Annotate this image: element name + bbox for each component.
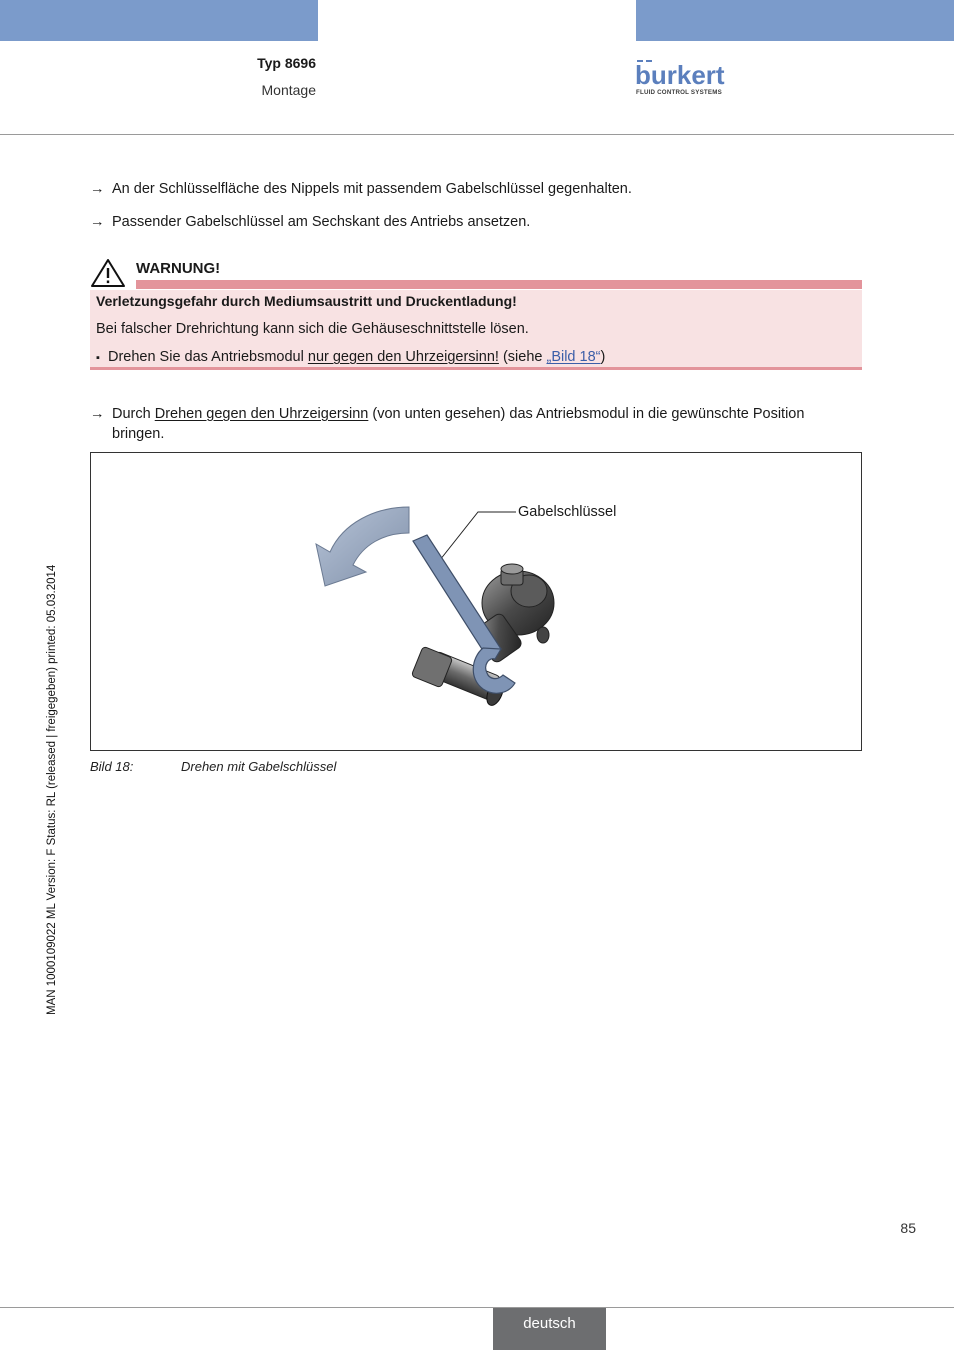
- warning-title: WARNUNG!: [136, 260, 221, 277]
- warning-bullet-pre: Drehen Sie das Antriebsmodul: [107, 349, 308, 365]
- svg-text:FLUID CONTROL SYSTEMS: FLUID CONTROL SYSTEMS: [636, 89, 722, 96]
- instruction-step-2: [90, 212, 530, 232]
- warning-bullet-item: [96, 349, 605, 365]
- instruction-step-3: [90, 404, 862, 444]
- header-band-right: [636, 0, 954, 41]
- section-title: Montage: [261, 82, 316, 98]
- language-tab: deutsch: [493, 1308, 606, 1350]
- svg-text:burkert: burkert: [635, 60, 725, 90]
- warning-heading: Verletzungsgefahr durch Mediumsaustritt und Druckentladung!: [96, 293, 517, 309]
- figure-box: [90, 452, 862, 751]
- warning-triangle-icon: [90, 258, 126, 288]
- warning-title-bar: [136, 280, 862, 289]
- warning-box: [90, 290, 862, 370]
- burkert-logo: [635, 58, 735, 98]
- step-3-emphasis: Drehen gegen den Uhrzeigersinn: [154, 406, 369, 422]
- warning-header: [90, 256, 862, 290]
- instruction-step-1: [90, 179, 632, 199]
- label-leader-line: [436, 512, 516, 565]
- step-3-pre: Durch: [112, 406, 151, 422]
- wrench-illustration: [91, 453, 861, 750]
- step-arrow-icon: →: [90, 181, 105, 197]
- figure-label: Gabelschlüssel: [518, 504, 617, 520]
- doc-type-title: Typ 8696: [257, 55, 316, 71]
- warning-emphasis: nur gegen den Uhrzeigersinn!: [307, 349, 499, 365]
- step-3-post: (von unten gesehen) das Antriebsmodul in die gewünschte Position: [368, 406, 805, 422]
- step-1-text: An der Schlüsselfläche des Nippels mit passendem Gabelschlüssel gegenhalten.: [112, 181, 632, 197]
- figure-reference-link[interactable]: „Bild 18“: [546, 349, 601, 365]
- bullet-icon: ▪: [96, 352, 100, 364]
- step-arrow-icon: →: [90, 214, 105, 230]
- figure-caption-text: Drehen mit Gabelschlüssel: [181, 759, 337, 774]
- document-meta-sidebar: MAN 1000109022 ML Version: F Status: RL (released | freigegeben) printed: 05.03.2014: [46, 564, 58, 1015]
- warning-bullet-post: ): [600, 349, 606, 365]
- step-arrow-icon: →: [90, 406, 105, 422]
- header-divider: [0, 134, 954, 135]
- warning-text: Bei falscher Drehrichtung kann sich die Gehäuseschnittstelle lösen.: [96, 321, 529, 337]
- figure-caption-number: Bild 18:: [90, 759, 134, 774]
- footer-divider: [0, 1307, 954, 1308]
- header-band-left: [0, 0, 318, 41]
- page-number: 85: [900, 1220, 916, 1236]
- warning-bullet-mid: (siehe: [498, 349, 547, 365]
- step-2-text: Passender Gabelschlüssel am Sechskant des Antriebs ansetzen.: [112, 214, 531, 230]
- step-3-line-2: bringen.: [112, 426, 165, 442]
